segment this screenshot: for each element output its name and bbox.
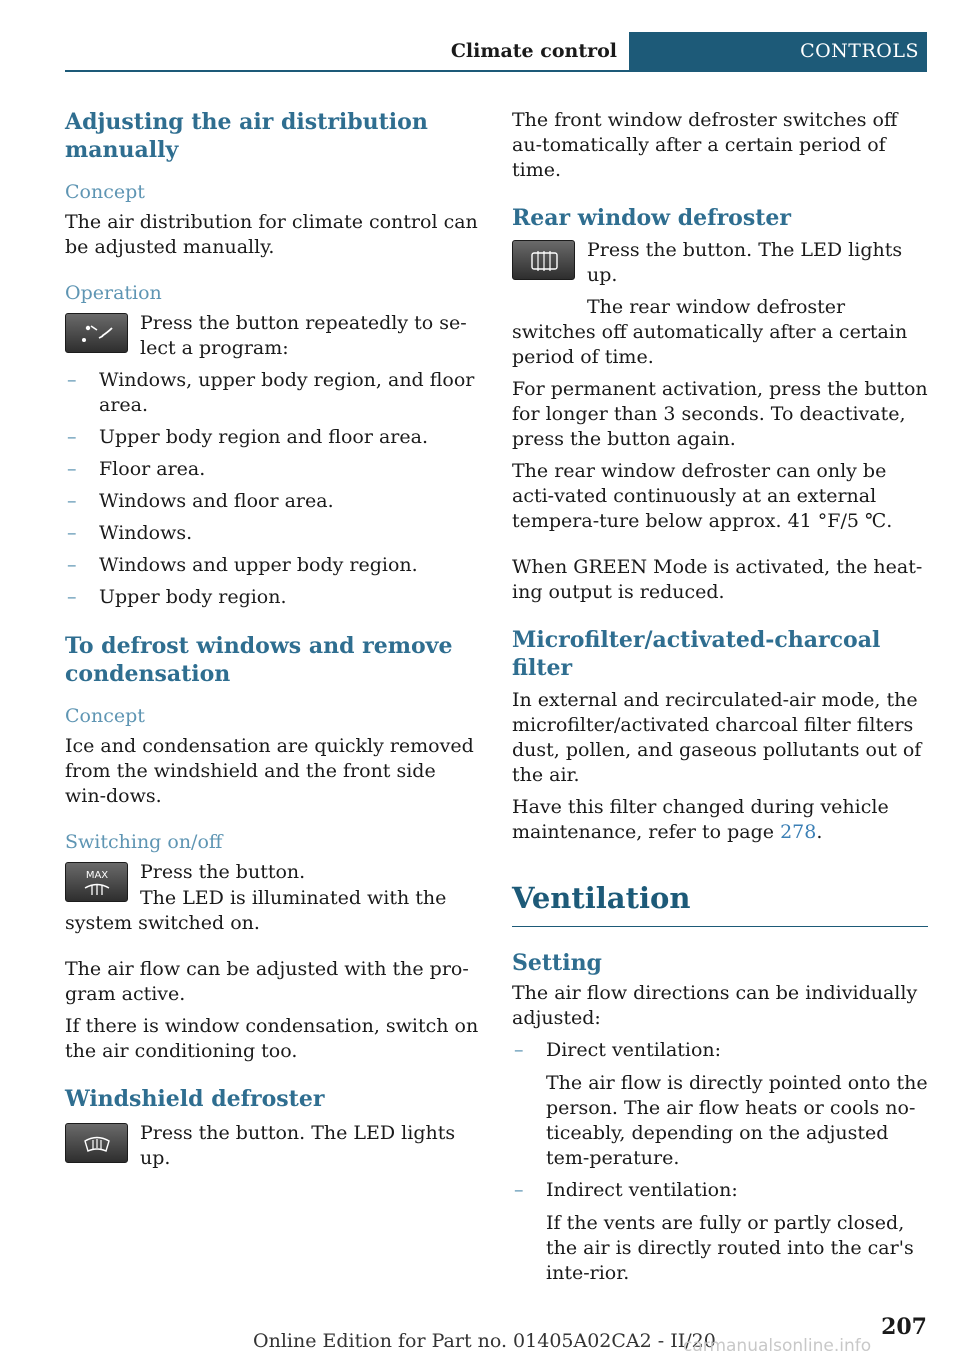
- subheading-switching: Switching on/off: [65, 831, 223, 853]
- paragraph-green-mode: When GREEN Mode is activated, the heat-ing output is reduced.: [512, 556, 923, 603]
- page-header: [65, 32, 927, 72]
- watermark: carmanualsonline.info: [683, 1336, 872, 1356]
- right-column: [512, 108, 928, 1293]
- paragraph-setting: The air flow directions can be individually adjusted:: [512, 982, 918, 1029]
- paragraph-filter: In external and recirculated-air mode, the microfilter/activated charcoal filter filters dust, pollen, and gaseous pollutants out of the air.: [512, 689, 922, 786]
- header-section-title: Climate control: [450, 40, 617, 62]
- svg-text:MAX: MAX: [85, 870, 109, 881]
- switch-led-text: The LED is illuminated with the system switched on.: [65, 887, 447, 934]
- program-list: [65, 368, 480, 610]
- heading-windshield-defroster: Windshield defroster: [65, 1086, 325, 1112]
- paragraph-permanent-activation: For permanent activation, press the button for longer than 3 seconds. To deactivate, press the button again.: [512, 378, 928, 450]
- rear-defroster-button-icon: [512, 240, 575, 280]
- header-chapter-tab: CONTROLS: [629, 32, 927, 70]
- list-item: – Windows and floor area.: [67, 490, 334, 512]
- list-item: – Floor area.: [67, 458, 206, 480]
- windshield-instruction: Press the button. The LED lights up.: [140, 1122, 456, 1169]
- list-item: – Windows.: [67, 522, 193, 544]
- paragraph-indirect-ventilation: If the vents are fully or partly closed, the air is directly routed into the car's inte-rior.: [546, 1212, 914, 1284]
- ventilation-list: [512, 1038, 928, 1063]
- subheading-operation: Operation: [65, 282, 162, 304]
- list-item: – Windows, upper body region, and floor area.: [67, 369, 475, 416]
- heading-setting: Setting: [512, 950, 602, 976]
- heading-defrost-windows: To defrost windows and remove condensation: [65, 633, 453, 687]
- paragraph-condensation: If there is window condensation, switch on the air conditioning too.: [65, 1015, 479, 1062]
- rear-auto-off-text: The rear window defroster switches off automatically after a certain period of time.: [512, 296, 908, 368]
- paragraph-airflow: The air flow can be adjusted with the pro-gram active.: [65, 958, 469, 1005]
- list-item: – Windows and upper body region.: [67, 554, 418, 576]
- operation-instruction: Press the button repeatedly to se-lect a program:: [140, 312, 467, 359]
- rear-defroster-button-row: [512, 238, 928, 288]
- list-item: – Upper body region.: [67, 586, 287, 608]
- footer-edition: Online Edition for Part no. 01405A02CA2 - II/20: [253, 1330, 716, 1352]
- paragraph-defrost-concept: Ice and condensation are quickly removed from the windshield and the front side win-dows.: [65, 735, 474, 807]
- list-item: – Direct ventilation:: [514, 1039, 722, 1061]
- rear-instruction: Press the button. The LED lights up.: [587, 239, 903, 286]
- paragraph-direct-ventilation: The air flow is directly pointed onto the person. The air flow heats or cools no-ticeably, depending on the adjusted tem-perature.: [546, 1072, 928, 1169]
- page-number: 207: [881, 1314, 927, 1340]
- paragraph-concept: The air distribution for climate control can be adjusted manually.: [65, 211, 478, 258]
- windshield-button-row: [65, 1121, 480, 1171]
- air-distribution-button-row: [65, 311, 480, 361]
- left-column: [65, 108, 480, 1178]
- switch-instruction: Press the button.: [140, 861, 306, 883]
- air-distribution-button-icon: [65, 313, 128, 353]
- subheading-concept: Concept: [65, 181, 145, 203]
- heading-microfilter: Microfilter/activated-charcoal filter: [512, 627, 881, 681]
- paragraph-continuous-activation: The rear window defroster can only be acti-vated continuously at an external tempera-ture below approx. 41 °F/5 ℃.: [512, 460, 893, 532]
- list-item: – Upper body region and floor area.: [67, 426, 428, 448]
- paragraph-filter-change: Have this filter changed during vehicle maintenance, refer to page 278.: [512, 796, 889, 843]
- ventilation-list: [512, 1178, 928, 1203]
- heading-rear-window-defroster: Rear window defroster: [512, 205, 791, 231]
- heading-ventilation: Ventilation: [512, 880, 928, 927]
- page-link-278[interactable]: 278: [780, 821, 817, 843]
- paragraph-front-defroster-off: The front window defroster switches off au-tomatically after a certain period of time.: [512, 109, 898, 181]
- windshield-defroster-button-icon: [65, 1123, 128, 1163]
- max-defrost-button-icon: [65, 862, 128, 902]
- max-defrost-button-row: [65, 860, 480, 908]
- heading-adjust-air-distribution: Adjusting the air distribution manually: [65, 109, 428, 163]
- list-item: – Indirect ventilation:: [514, 1179, 738, 1201]
- subheading-concept: Concept: [65, 705, 145, 727]
